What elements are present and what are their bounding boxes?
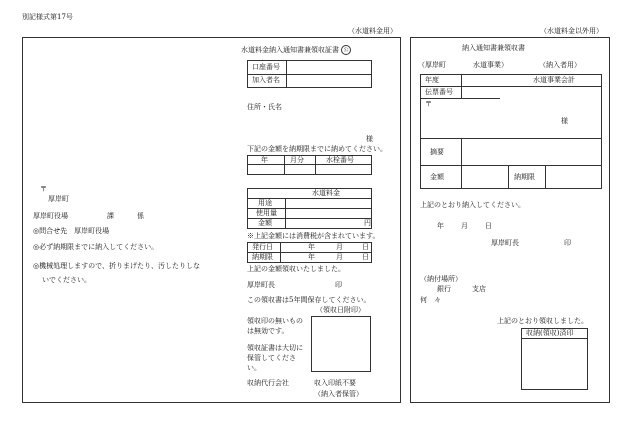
pay-place-label: （納付場所） xyxy=(420,275,462,283)
period-divider xyxy=(247,164,372,165)
invalid-note-1: 領収印の無いもの xyxy=(247,317,303,325)
year-header: 年 xyxy=(261,156,268,164)
invalid-note-2: は無効です。 xyxy=(247,327,289,335)
received-note: 上記の金額領収いたしました。 xyxy=(247,265,345,273)
right-month: 月 xyxy=(461,222,468,230)
certificate-note-1: 領収証書は大切に xyxy=(247,344,303,352)
water-fee-header: 水道料金 xyxy=(312,189,340,197)
keep-note: この領収書は5年間保存してください。 xyxy=(247,296,371,304)
right-due-label: 納期限 xyxy=(514,173,535,181)
fiscal-year-label: 年度 xyxy=(425,76,439,84)
right-stamp-divider xyxy=(521,338,588,339)
revenue-stamp-note: 収入印紙不要 xyxy=(314,379,356,387)
right-business: 水道事業） xyxy=(473,61,508,69)
right-received-note: 上記のとおり領収しました。 xyxy=(497,317,588,325)
due-date-label: 納期限 xyxy=(252,253,273,261)
mayor-seal: 印 xyxy=(335,281,342,289)
machine-note-1: ◎機械処理しますので、折りまげたり、汚したりしな xyxy=(33,262,200,270)
center-title xyxy=(241,45,351,55)
summary-label: 摘要 xyxy=(430,148,444,156)
machine-note-2: いでください。 xyxy=(42,276,91,284)
right-row-3 xyxy=(420,138,602,139)
right-row-4 xyxy=(420,165,602,166)
certificate-note-2: 保管してくださ xyxy=(247,354,296,362)
due-year: 年 xyxy=(308,253,315,261)
issue-date-label: 発行日 xyxy=(252,243,273,251)
receipt-date-stamp-label: （領収日附印） xyxy=(316,306,365,314)
right-title: 納入通知書兼領収書 xyxy=(462,44,525,52)
amount-label: 金額 xyxy=(258,219,272,227)
deadline-note: ◎必ず納期限までに納入してください。 xyxy=(33,243,159,251)
public-seal-icon: 公 xyxy=(341,45,351,55)
mayor-label: 厚岸町長 xyxy=(247,281,275,289)
right-col-c xyxy=(508,165,509,189)
account-number-label: 口座番号 xyxy=(252,63,280,71)
center-title-text: 水道料金納入通知書兼領収証書 xyxy=(241,46,339,54)
volume-label: 使用量 xyxy=(256,209,277,217)
right-day: 日 xyxy=(485,222,492,230)
right-payer-use: （納入者用） xyxy=(539,61,581,69)
right-honorific: 様 xyxy=(561,117,568,125)
tax-note: ※上記金額には消費税が含まれています。 xyxy=(247,232,380,240)
period-col-1 xyxy=(284,155,285,175)
right-pay-instruction: 上記のとおり納入してください。 xyxy=(420,201,525,209)
due-day: 日 xyxy=(362,253,369,261)
bank-label: 銀行 xyxy=(437,285,451,293)
inquiry-note: ◎問合せ先 厚岸町役場 xyxy=(33,227,110,235)
month-part-header: 月分 xyxy=(290,156,304,164)
placeholder-label: 何 々 xyxy=(420,296,441,304)
right-seal: 印 xyxy=(564,239,571,247)
branch-label: 支店 xyxy=(472,285,486,293)
right-col-b xyxy=(461,138,462,189)
office-name: 厚岸町役場 xyxy=(33,212,68,220)
slip-number-label: 伝票番号 xyxy=(425,88,453,96)
fee-col-divider xyxy=(285,198,286,229)
right-row-2 xyxy=(420,98,500,99)
right-col-a xyxy=(461,74,462,98)
town-name: 厚岸町 xyxy=(48,195,69,203)
right-receipt-stamp-label: 収納(領収)済印 xyxy=(526,329,574,337)
right-year: 年 xyxy=(437,222,444,230)
left-use-label: （水道料金用） xyxy=(348,27,397,35)
right-use-label: （水道料金以外用） xyxy=(540,27,603,35)
account-name: 水道事業会計 xyxy=(533,76,575,84)
account-col-divider xyxy=(286,60,287,88)
right-postal-mark: 〒 xyxy=(425,100,432,108)
member-name-label: 加入者名 xyxy=(252,76,280,84)
yen-unit: 円 xyxy=(364,219,371,227)
period-col-2 xyxy=(315,155,316,175)
right-town-paren: （厚岸町 xyxy=(418,61,446,69)
account-divider xyxy=(247,74,372,75)
payment-instruction: 下記の金額を納期限までに納めてください。 xyxy=(247,145,387,153)
agent-label: 収納代行会社 xyxy=(247,379,289,387)
address-name-label: 住所・氏名 xyxy=(247,103,282,111)
meter-number-header: 水栓番号 xyxy=(326,156,354,164)
issue-day: 日 xyxy=(362,243,369,251)
issue-year: 年 xyxy=(308,243,315,251)
honorific-label: 様 xyxy=(366,135,373,143)
certificate-note-3: い。 xyxy=(247,364,261,372)
right-mayor: 厚岸町長 xyxy=(491,239,519,247)
subsection-label: 係 xyxy=(137,212,144,220)
issue-month: 月 xyxy=(336,243,343,251)
usage-label: 用途 xyxy=(258,199,272,207)
form-number: 別記様式第17号 xyxy=(22,13,73,21)
postal-mark: 〒 xyxy=(40,185,47,193)
date-col-divider xyxy=(280,242,281,263)
receipt-stamp-box xyxy=(311,316,371,372)
right-amount-label: 金額 xyxy=(430,173,444,181)
right-row-1 xyxy=(420,86,602,87)
due-month: 月 xyxy=(336,253,343,261)
right-col-d xyxy=(545,165,546,189)
section-label: 課 xyxy=(107,212,114,220)
payer-keep-note: （納入者保管） xyxy=(314,390,363,398)
